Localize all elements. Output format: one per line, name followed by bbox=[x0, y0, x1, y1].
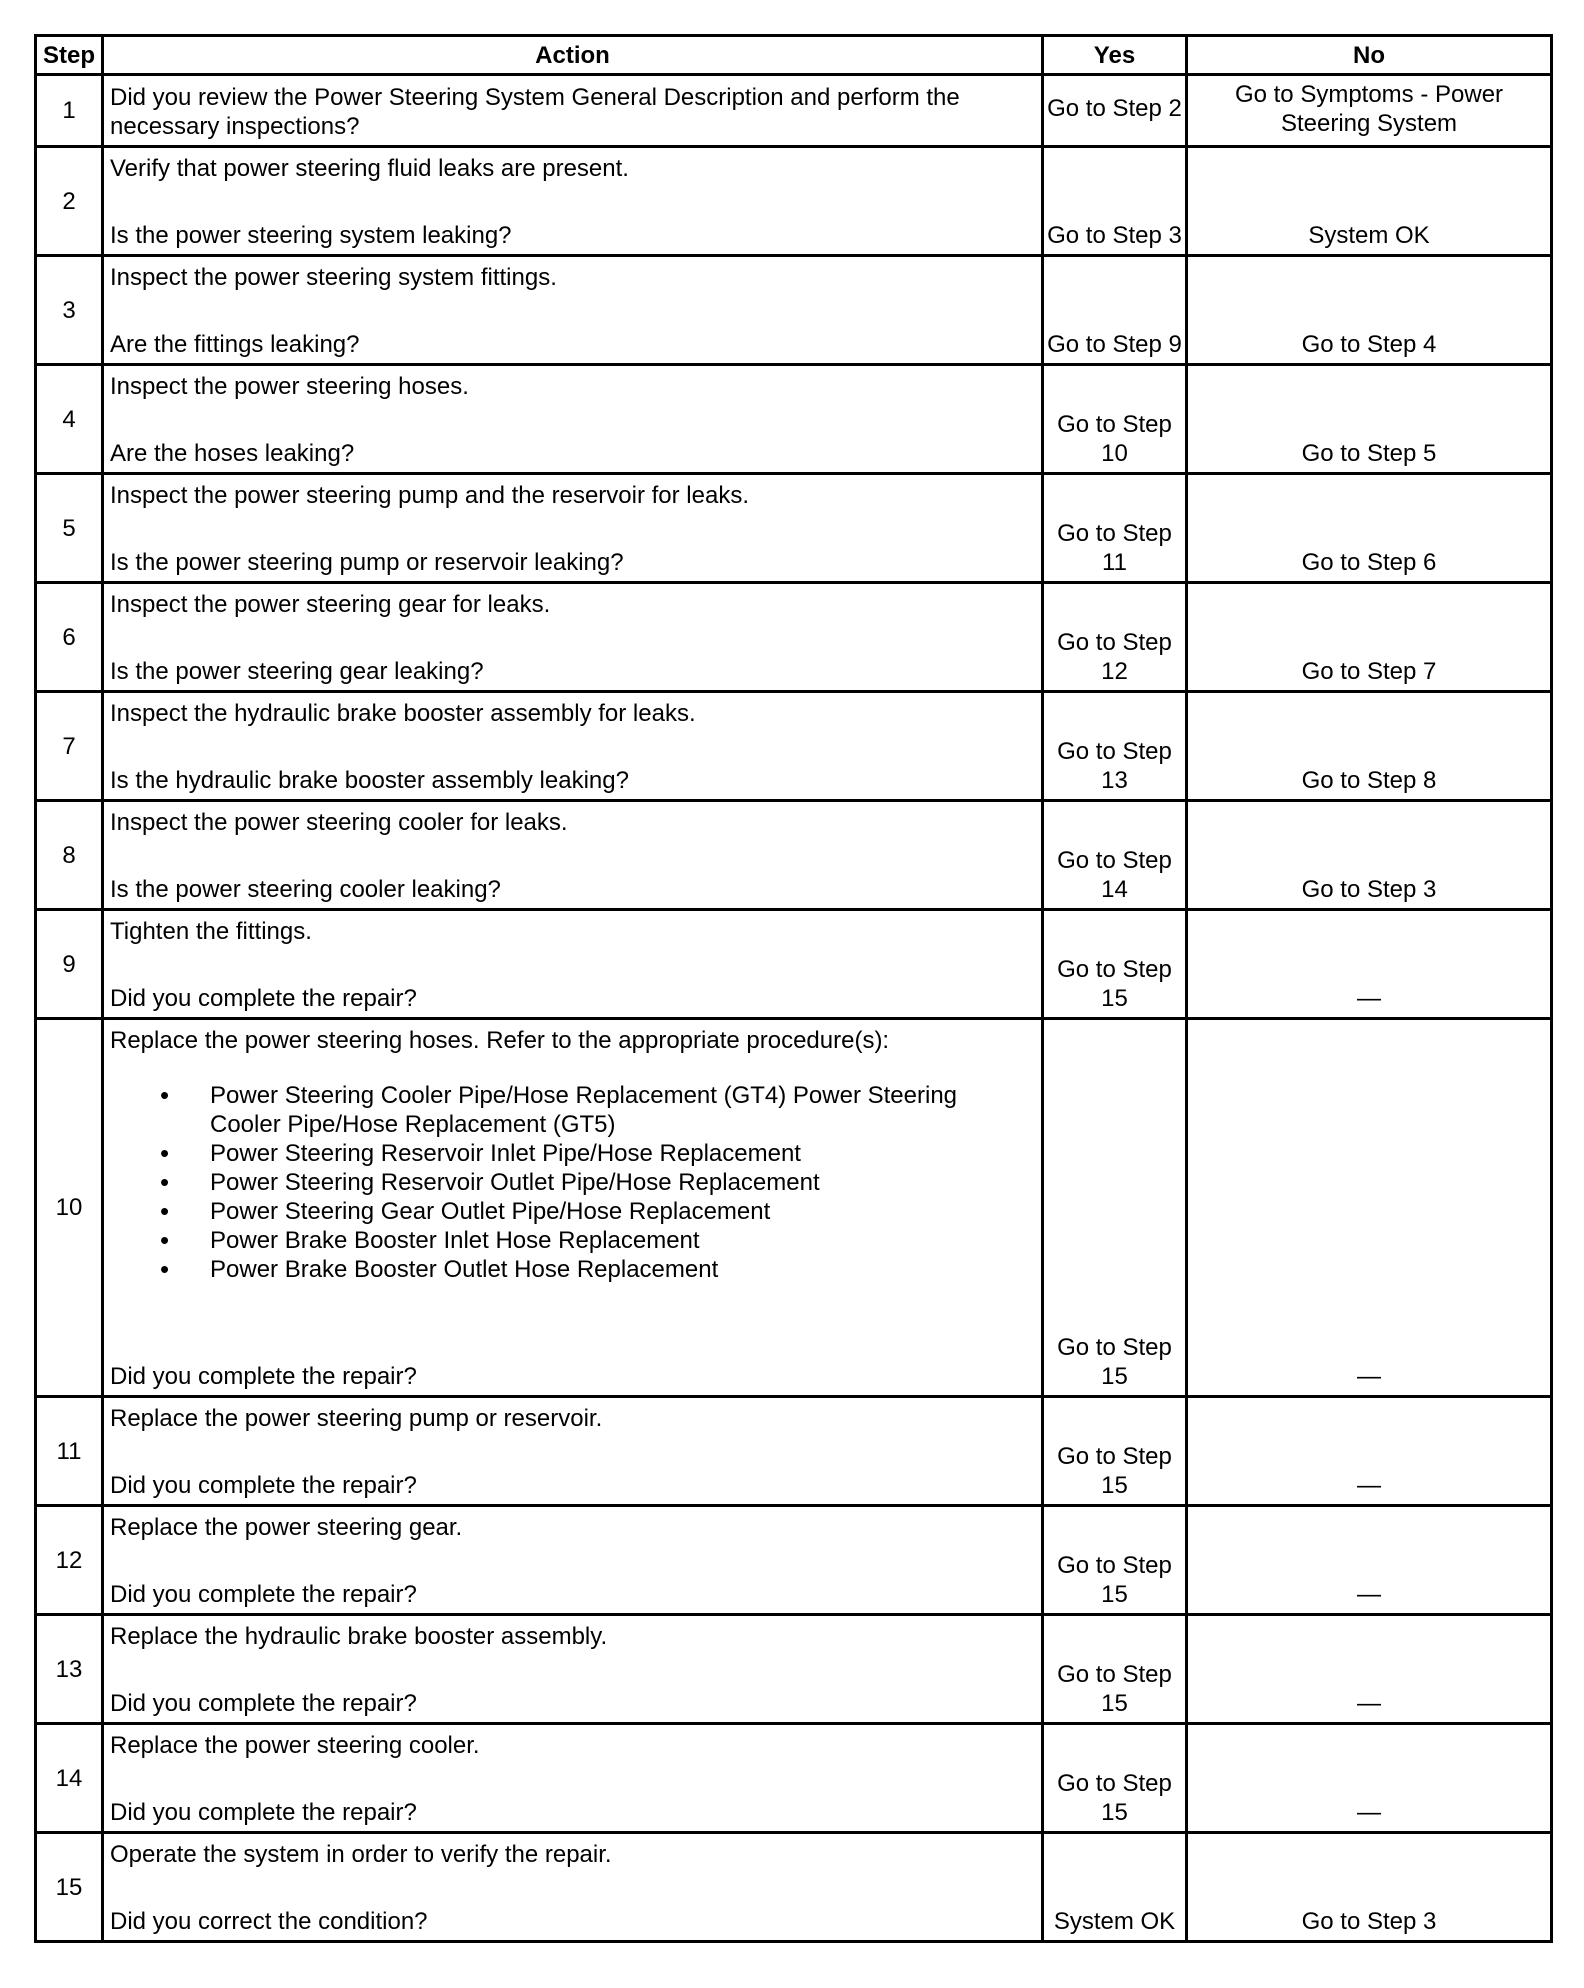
action-cell bbox=[103, 365, 1043, 474]
step-number: 10 bbox=[36, 1019, 103, 1397]
action-instruction: Inspect the hydraulic brake booster assembly for leaks. bbox=[110, 700, 696, 727]
yes-result: Go to Step 15 bbox=[1043, 1019, 1187, 1397]
step-number: 4 bbox=[36, 365, 103, 474]
action-cell bbox=[103, 1724, 1043, 1833]
action-question: Is the power steering system leaking? bbox=[110, 222, 512, 249]
table-row bbox=[36, 1833, 1552, 1942]
step-number: 2 bbox=[36, 147, 103, 256]
action-cell bbox=[103, 1019, 1043, 1397]
table-row bbox=[36, 147, 1552, 256]
no-result: Go to Step 8 bbox=[1187, 692, 1552, 801]
table-row bbox=[36, 1019, 1552, 1397]
action-text: Did you review the Power Steering System General Description and perform the necessary inspections? bbox=[103, 75, 1043, 147]
no-result: Go to Symptoms - Power Steering System bbox=[1187, 75, 1552, 147]
step-number: 5 bbox=[36, 474, 103, 583]
yes-result: Go to Step 15 bbox=[1043, 1397, 1187, 1506]
action-cell bbox=[103, 1615, 1043, 1724]
table-row bbox=[36, 365, 1552, 474]
action-cell bbox=[103, 1506, 1043, 1615]
step-number: 11 bbox=[36, 1397, 103, 1506]
procedure-list bbox=[110, 1081, 1035, 1284]
action-cell bbox=[103, 256, 1043, 365]
header-yes: Yes bbox=[1043, 36, 1187, 75]
action-question: Did you complete the repair? bbox=[110, 1581, 417, 1608]
action-question: Did you complete the repair? bbox=[110, 985, 417, 1012]
step-number: 12 bbox=[36, 1506, 103, 1615]
action-instruction: Replace the power steering pump or reservoir. bbox=[110, 1405, 603, 1432]
step-number: 15 bbox=[36, 1833, 103, 1942]
no-result: Go to Step 3 bbox=[1187, 801, 1552, 910]
action-question: Did you complete the repair? bbox=[110, 1690, 417, 1717]
no-result: — bbox=[1187, 1019, 1552, 1397]
action-question: Are the fittings leaking? bbox=[110, 331, 360, 358]
yes-result: Go to Step 9 bbox=[1043, 256, 1187, 365]
action-instruction: Replace the power steering gear. bbox=[110, 1514, 463, 1541]
diagnostic-table bbox=[34, 34, 1553, 1943]
step-number: 9 bbox=[36, 910, 103, 1019]
header-action: Action bbox=[103, 36, 1043, 75]
no-result: Go to Step 7 bbox=[1187, 583, 1552, 692]
step-number: 14 bbox=[36, 1724, 103, 1833]
no-result: System OK bbox=[1187, 147, 1552, 256]
table-row bbox=[36, 1397, 1552, 1506]
action-cell bbox=[103, 1833, 1043, 1942]
no-result: Go to Step 3 bbox=[1187, 1833, 1552, 1942]
no-result: — bbox=[1187, 1506, 1552, 1615]
step-number: 13 bbox=[36, 1615, 103, 1724]
no-result: — bbox=[1187, 1615, 1552, 1724]
table-row bbox=[36, 583, 1552, 692]
action-cell bbox=[103, 147, 1043, 256]
procedure-item: • Power Brake Booster Inlet Hose Replacement bbox=[110, 1226, 1035, 1255]
action-question: Is the power steering cooler leaking? bbox=[110, 876, 501, 903]
table-row bbox=[36, 1724, 1552, 1833]
action-question: Did you complete the repair? bbox=[110, 1363, 417, 1390]
action-cell bbox=[103, 1397, 1043, 1506]
action-question: Are the hoses leaking? bbox=[110, 440, 355, 467]
no-result: Go to Step 5 bbox=[1187, 365, 1552, 474]
procedure-item: • Power Brake Booster Outlet Hose Replacement bbox=[110, 1255, 1035, 1284]
action-instruction: Replace the hydraulic brake booster assembly. bbox=[110, 1623, 608, 1650]
action-instruction: Replace the power steering cooler. bbox=[110, 1732, 480, 1759]
yes-result: Go to Step 15 bbox=[1043, 910, 1187, 1019]
table-row bbox=[36, 474, 1552, 583]
action-instruction: Inspect the power steering gear for leaks. bbox=[110, 591, 551, 618]
yes-result: Go to Step 13 bbox=[1043, 692, 1187, 801]
action-instruction: Inspect the power steering system fittings. bbox=[110, 264, 557, 291]
procedure-item: • Power Steering Reservoir Outlet Pipe/Hose Replacement bbox=[110, 1168, 1035, 1197]
yes-result: System OK bbox=[1043, 1833, 1187, 1942]
action-question: Is the hydraulic brake booster assembly leaking? bbox=[110, 767, 629, 794]
yes-result: Go to Step 15 bbox=[1043, 1506, 1187, 1615]
action-question: Is the power steering gear leaking? bbox=[110, 658, 484, 685]
step-number: 3 bbox=[36, 256, 103, 365]
table-row bbox=[36, 910, 1552, 1019]
yes-result: Go to Step 11 bbox=[1043, 474, 1187, 583]
action-cell bbox=[103, 801, 1043, 910]
action-instruction: Inspect the power steering hoses. bbox=[110, 373, 469, 400]
header-step: Step bbox=[36, 36, 103, 75]
action-cell bbox=[103, 910, 1043, 1019]
yes-result: Go to Step 10 bbox=[1043, 365, 1187, 474]
no-result: — bbox=[1187, 910, 1552, 1019]
action-question: Did you correct the condition? bbox=[110, 1908, 428, 1935]
yes-result: Go to Step 15 bbox=[1043, 1615, 1187, 1724]
action-question: Did you complete the repair? bbox=[110, 1799, 417, 1826]
yes-result: Go to Step 12 bbox=[1043, 583, 1187, 692]
action-instruction: Inspect the power steering cooler for leaks. bbox=[110, 809, 568, 836]
table-row bbox=[36, 692, 1552, 801]
header-no: No bbox=[1187, 36, 1552, 75]
table-row bbox=[36, 801, 1552, 910]
action-instruction: Tighten the fittings. bbox=[110, 918, 312, 945]
step-number: 1 bbox=[36, 75, 103, 147]
table-row bbox=[36, 1506, 1552, 1615]
action-instruction: Verify that power steering fluid leaks are present. bbox=[110, 155, 629, 182]
action-instruction: Replace the power steering hoses. Refer to the appropriate procedure(s): bbox=[110, 1027, 890, 1054]
procedure-item: • Power Steering Cooler Pipe/Hose Replacement (GT4) Power Steering Cooler Pipe/Hose Replacement (GT5) bbox=[110, 1081, 1035, 1139]
no-result: Go to Step 4 bbox=[1187, 256, 1552, 365]
action-cell bbox=[103, 474, 1043, 583]
action-cell bbox=[103, 583, 1043, 692]
no-result: — bbox=[1187, 1724, 1552, 1833]
table-row bbox=[36, 75, 1552, 147]
action-question: Did you complete the repair? bbox=[110, 1472, 417, 1499]
procedure-item: • Power Steering Reservoir Inlet Pipe/Hose Replacement bbox=[110, 1139, 1035, 1168]
action-instruction: Inspect the power steering pump and the reservoir for leaks. bbox=[110, 482, 749, 509]
yes-result: Go to Step 14 bbox=[1043, 801, 1187, 910]
step-number: 8 bbox=[36, 801, 103, 910]
table-row bbox=[36, 1615, 1552, 1724]
action-instruction: Operate the system in order to verify the repair. bbox=[110, 1841, 612, 1868]
action-cell bbox=[103, 692, 1043, 801]
procedure-item: • Power Steering Gear Outlet Pipe/Hose Replacement bbox=[110, 1197, 1035, 1226]
yes-result: Go to Step 2 bbox=[1043, 75, 1187, 147]
no-result: Go to Step 6 bbox=[1187, 474, 1552, 583]
yes-result: Go to Step 3 bbox=[1043, 147, 1187, 256]
step-number: 6 bbox=[36, 583, 103, 692]
no-result: — bbox=[1187, 1397, 1552, 1506]
action-question: Is the power steering pump or reservoir leaking? bbox=[110, 549, 624, 576]
yes-result: Go to Step 15 bbox=[1043, 1724, 1187, 1833]
step-number: 7 bbox=[36, 692, 103, 801]
table-row bbox=[36, 256, 1552, 365]
header-row bbox=[36, 36, 1552, 75]
